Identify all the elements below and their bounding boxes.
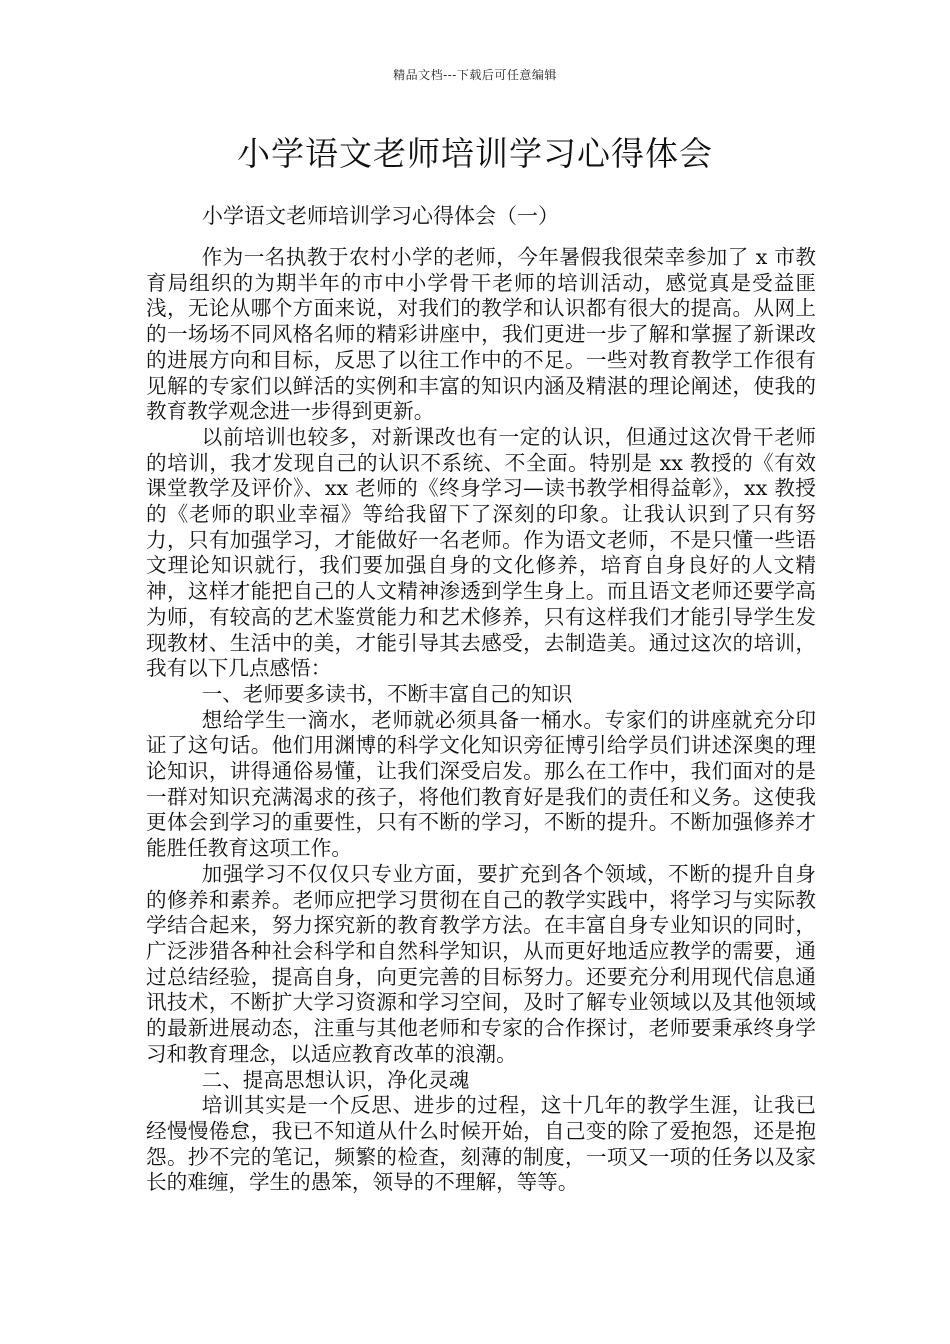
paragraph-2: 以前培训也较多，对新课改也有一定的认识，但通过这次骨干老师的培训，我才发现自己的认识不系统、不全面。特别是 xx 教授的《有效课堂教学及评价》、xx 老师的《终身学习—读书教学相得益彰》，xx 教授的《老师的职业幸福》等给我留下了深刻的印象。让我认识到了只有努力，只有加强学习，才能做好一名老师。作为语文老师，不是只懂一些语文理论知识就行，我们要加强自身的文化修养，培育自身良好的人文精神，这样才能把自己的人文精神渗透到学生身上。而且语文老师还要学高为师，有较高的艺术鉴赏能力和艺术修养，只有这样我们才能引导学生发现教材、生活中的美，才能引导其去感受，去制造美。通过这次的培训，我有以下几点感悟：	[146, 424, 816, 681]
paragraph-5: 培训其实是一个反思、进步的过程，这十几年的教学生涯，让我已经慢慢倦怠，我已不知道从什么时候开始，自己变的除了爱抱怨，还是抱怨。抄不完的笔记，频繁的检查，刻薄的制度，一项又一项的任务以及家长的难缠，学生的愚笨，领导的不理解，等等。	[146, 1093, 816, 1195]
document-title: 小学语文老师培训学习心得体会	[237, 134, 713, 173]
document-body	[146, 245, 816, 1196]
document-subtitle: 小学语文老师培训学习心得体会（一）	[202, 204, 559, 228]
paragraph-3: 想给学生一滴水，老师就必须具备一桶水。专家们的讲座就充分印证了这句话。他们用渊博的科学文化知识旁征博引给学员们讲述深奥的理论知识，讲得通俗易懂，让我们深受启发。那么在工作中，我们面对的是一群对知识充满渴求的孩子，将他们教育好是我们的责任和义务。这使我更体会到学习的重要性，只有不断的学习，不断的提升。不断加强修养才能胜任教育这项工作。	[146, 707, 816, 861]
header-note: 精品文档---下载后可任意编辑	[393, 68, 557, 82]
paragraph-1: 作为一名执教于农村小学的老师，今年暑假我很荣幸参加了 x 市教育局组织的为期半年的市中小学骨干老师的培训活动，感觉真是受益匪浅，无论从哪个方面来说，对我们的教学和认识都有很大的提高。从网上的一场场不同风格名师的精彩讲座中，我们更进一步了解和掌握了新课改的进展方向和目标，反思了以往工作中的不足。一些对教育教学工作很有见解的专家们以鲜活的实例和丰富的知识内涵及精湛的理论阐述，使我的教育教学观念进一步得到更新。	[146, 245, 816, 424]
paragraph-4: 加强学习不仅仅只专业方面，要扩充到各个领域，不断的提升自身的修养和素养。老师应把学习贯彻在自己的教学实践中，将学习与实际教学结合起来，努力探究新的教育教学方法。在丰富自身专业知识的同时，广泛涉猎各种社会科学和自然科学知识，从而更好地适应教学的需要，通过总结经验，提高自身，向更完善的目标努力。还要充分利用现代信息通讯技术，不断扩大学习资源和学习空间，及时了解专业领域以及其他领域的最新进展动态，注重与其他老师和专家的合作探讨，老师要秉承终身学习和教育理念，以适应教育改革的浪潮。	[146, 861, 816, 1066]
section-heading-1: 一、老师要多读书，不断丰富自己的知识	[201, 681, 573, 706]
section-heading-2: 二、提高思想认识，净化灵魂	[201, 1067, 470, 1092]
